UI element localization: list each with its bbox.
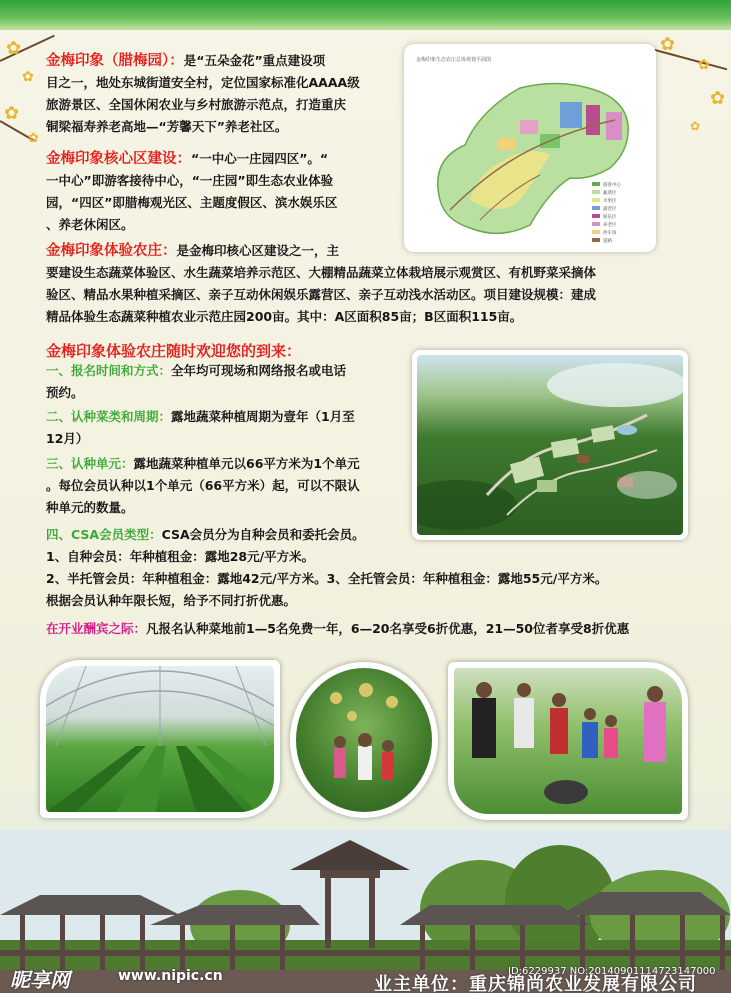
master-plan-map <box>404 44 656 252</box>
map-title: 金梅印象生态农庄总体规划平面图 <box>416 57 492 63</box>
map-legend-label: 游客中心 <box>603 183 621 188</box>
farm-line: 精品体验生态蔬菜种植农业示范庄园200亩。其中：A区面积85亩；B区面积115亩。 <box>46 309 523 324</box>
intro-line: 旅游景区、全国休闲农业与乡村旅游示范点，打造重庆 <box>46 97 347 112</box>
signup-label: 一、报名时间和方式： <box>46 363 172 378</box>
csa-line: 1、自种会员：年种植租金：露地28元/平方米。 <box>46 549 315 564</box>
map-drawing <box>410 50 650 246</box>
watermark-id: ID:6229937 NO:20140901114723147000 <box>508 966 716 977</box>
core-line: 园，“四区”即腊梅观光区、主题度假区、滨水娱乐区 <box>46 195 338 210</box>
unit-line: 露地蔬菜种植单元以66平方米为1个单元 <box>133 456 360 471</box>
blossom-icon: ✿ <box>690 119 701 133</box>
core-line: 一中心”即游客接待中心，“一庄园”即生态农业体验 <box>46 173 334 188</box>
welcome-heading: 金梅印象体验农庄随时欢迎您的到来： <box>46 342 302 360</box>
unit-line: 种单元的数量。 <box>46 500 134 515</box>
signup-line: 预约。 <box>46 385 84 400</box>
opening-label: 在开业酬宾之际： <box>46 621 147 636</box>
aerial-drawing <box>417 355 683 535</box>
map-legend-label: 娱乐区 <box>603 215 617 220</box>
map-legend-label: 道路 <box>603 239 612 244</box>
veg-period-line: 12月） <box>46 431 89 446</box>
blossom-icon: ✿ <box>22 69 34 85</box>
csa-line: 2、半托管会员：年种植租金：露地42元/平方米。3、全托管会员：年种植租金：露地55元/平方米。 <box>46 571 608 586</box>
core-heading: 金梅印象核心区建设： <box>46 151 191 167</box>
map-legend-label: 养老区 <box>603 223 617 228</box>
top-green-band <box>0 0 731 30</box>
opening-text: 凡报名认种菜地前1—5名免费一年，6—20名享受6折优惠，21—50位者享受8折优惠 <box>146 621 630 636</box>
owner-organization: 业主单位：重庆锦尚农业发展有限公司 <box>374 974 697 993</box>
map-legend-label: 停车场 <box>603 231 617 236</box>
farm-line: 验区、精品水果种植采摘区、亲子互动休闲娱乐露营区、亲子互动浅水活动区。项目建设规模：建成 <box>46 287 597 302</box>
intro-section <box>46 50 406 138</box>
farm-heading: 金梅印象体验农庄： <box>46 243 177 259</box>
csa-section <box>46 524 706 612</box>
unit-label: 三、认种单元： <box>46 456 134 471</box>
csa-line: 根据会员认种年限长短，给予不同打折优惠。 <box>46 593 297 608</box>
opening-section <box>46 618 716 640</box>
unit-section <box>46 453 416 519</box>
unit-line: 。每位会员认种以1个单元（66平方米）起，可以不限认 <box>46 478 360 493</box>
farm-line: 是金梅印核心区建设之一，主 <box>176 243 340 258</box>
blossom-icon: ✿ <box>710 88 726 109</box>
blossom-icon: ✿ <box>6 38 22 59</box>
map-legend-label: 水果区 <box>603 199 617 204</box>
family-drawing <box>454 668 682 814</box>
intro-line: 是“五朵金花”重点建设项 <box>183 53 326 68</box>
core-line: “一中心一庄园四区”。“ <box>191 151 329 166</box>
intro-heading: 金梅印象（腊梅园）： <box>46 53 184 69</box>
veg-period-section <box>46 406 416 450</box>
blossom-icon: ✿ <box>4 103 20 124</box>
orchard-drawing <box>296 668 432 812</box>
csa-text: CSA会员分为自种会员和委托会员。 <box>161 527 365 542</box>
csa-label: 四、CSA会员类型： <box>46 527 162 542</box>
intro-line: 目之一，地处东城街道安全村，定位国家标准化AAAA级 <box>46 75 360 90</box>
watermark-url: www.nipic.cn <box>118 968 223 984</box>
farm-line: 要建设生态蔬菜体验区、水生蔬菜培养示范区、大棚精品蔬菜立体栽培展示观赏区、有机野菜采摘体 <box>46 265 597 280</box>
aerial-view-photo <box>412 350 688 540</box>
signup-section <box>46 360 416 404</box>
blossom-icon: ✿ <box>698 57 710 73</box>
greenhouse-photo <box>40 660 280 818</box>
map-legend-label: 露营区 <box>603 207 617 212</box>
blossom-icon: ✿ <box>28 131 39 146</box>
greenhouse-drawing <box>46 666 274 812</box>
veg-period-line: 露地蔬菜种植周期为壹年（1月至 <box>171 409 355 424</box>
veg-period-label: 二、认种菜类和周期： <box>46 409 172 424</box>
signup-line: 全年均可现场和网络报名或电话 <box>171 363 347 378</box>
intro-line: 铜梁福寿养老高地—“芳馨天下”养老社区。 <box>46 119 288 134</box>
farm-section <box>46 240 706 328</box>
core-section <box>46 148 406 236</box>
orchard-photo <box>290 662 438 818</box>
family-farming-photo <box>448 662 688 820</box>
blossom-icon: ✿ <box>660 34 676 55</box>
core-line: 、养老休闲区。 <box>46 217 134 232</box>
watermark-logo: 昵享网 <box>10 968 70 992</box>
map-legend-label: 蔬菜区 <box>603 191 617 196</box>
